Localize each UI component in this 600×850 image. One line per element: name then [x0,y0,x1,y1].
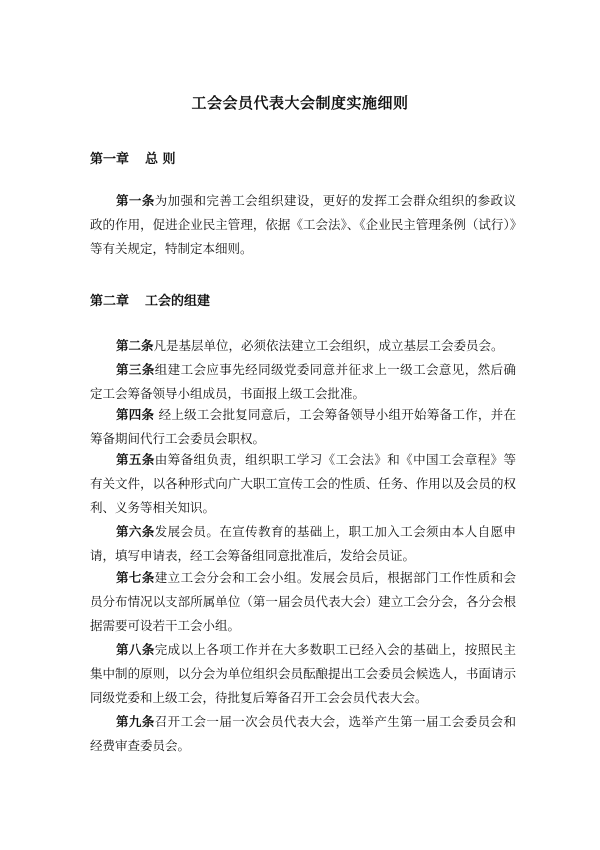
article-label: 第七条 [116,570,155,585]
chapter-number: 第一章 [90,152,130,167]
article-label: 第五条 [116,452,155,467]
article-label: 第六条 [116,524,155,539]
article-label: 第八条 [116,642,155,657]
article-text: 凡是基层单位，必须依法建立工会组织，成立基层工会委员会。 [153,338,504,353]
chapter-number: 第二章 [90,294,130,309]
article-text: 组建工会应事先经同级党委同意并征求上一级工会意见，然后确定工会筹备领导小组成员，书面报上级工会批准。 [90,362,516,401]
article-label: 第二条 [116,338,154,353]
chapter-heading-2 [90,290,210,309]
chapter-name: 工会的组建 [145,294,211,309]
article-6 [90,520,516,568]
chapter-name: 总 则 [145,152,176,167]
article-text: 经上级工会批复同意后，工会筹备领导小组开始筹备工作，并在筹备期间代行工会委员会职权。 [90,407,516,446]
article-8 [90,638,516,710]
article-7 [90,566,516,638]
article-label: 第九条 [116,714,155,729]
article-text: 发展会员。在宣传教育的基础上，职工加入工会须由本人自愿申请，填写申请表，经工会筹备组同意批准后，发给会员证。 [90,524,516,563]
article-2 [90,334,516,358]
document-title: 工会会员代表大会制度实施细则 [191,94,409,112]
article-5 [90,448,516,520]
article-label: 第三条 [116,362,155,377]
article-3 [90,358,516,406]
article-9 [90,710,516,758]
article-text: 为加强和完善工会组织建设，更好的发挥工会群众组织的参政议政的作用，促进企业民主管理，依据《工会法》、《企业民主管理条例（试行）》等有关规定，特制定本细则。 [90,193,516,256]
article-text: 建立工会分会和工会小组。发展会员后，根据部门工作性质和会员分布情况以支部所属单位（第一届会员代表大会）建立工会分会，各分会根据需要可设若干工会小组。 [90,570,516,633]
article-1 [90,189,516,261]
chapter-heading-1 [90,148,176,167]
article-label: 第一条 [116,193,155,208]
article-text: 召开工会一届一次会员代表大会，选举产生第一届工会委员会和经费审查委员会。 [90,714,516,753]
article-text: 由筹备组负责，组织职工学习《工会法》和《中国工会章程》等有关文件，以各种形式向广大职工宣传工会的性质、任务、作用以及会员的权利、义务等相关知识。 [90,452,516,515]
article-label: 第四条 [116,407,155,422]
article-4 [90,403,516,451]
article-text: 完成以上各项工作并在大多数职工已经入会的基础上，按照民主集中制的原则，以分会为单位组织会员酝酿提出工会委员会候选人，书面请示同级党委和上级工会，待批复后筹备召开工会会员代表大会。 [90,642,516,705]
